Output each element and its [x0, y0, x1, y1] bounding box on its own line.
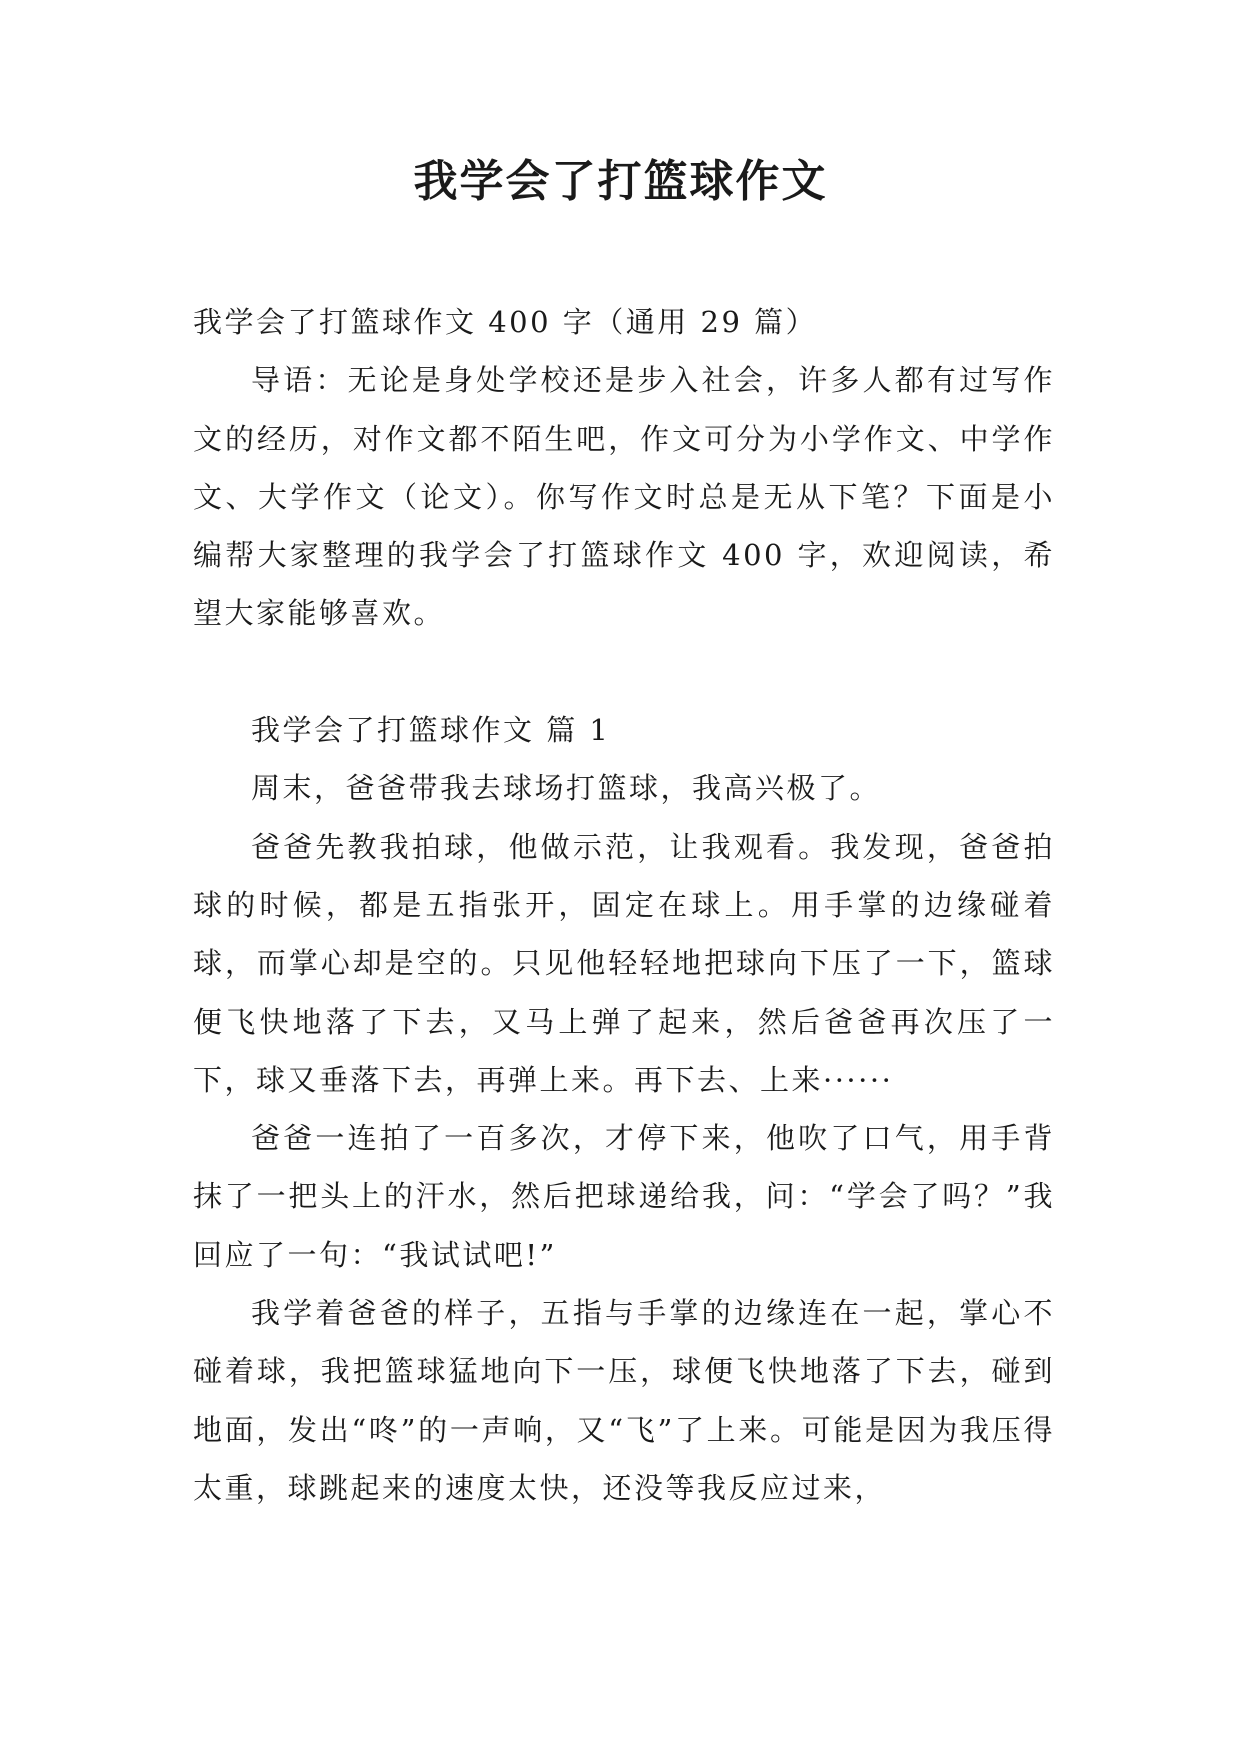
body-paragraph: 周末，爸爸带我去球场打篮球，我高兴极了。 [251, 771, 882, 806]
body-paragraph: 爸爸一连拍了一百多次，才停下来，他吹了口气，用手背抹了一把头上的汗水，然后把球递给我，问：“学会了吗？”我回应了一句：“我试试吧!” [193, 1121, 1055, 1272]
body-paragraph: 爸爸先教我拍球，他做示范，让我观看。我发现，爸爸拍球的时候，都是五指张开，固定在球上。用手掌的边缘碰着球，而掌心却是空的。只见他轻轻地把球向下压了一下，篮球便飞快地落了下去，又马上弹了起来，然后爸爸再次压了一下，球又垂落下去，再弹上来。再下去、上来······ [193, 829, 1055, 1097]
section-heading: 我学会了打篮球作文 篇 1 [251, 713, 611, 748]
document-title: 我学会了打篮球作文 [413, 156, 828, 207]
intro-paragraph: 导语：无论是身处学校还是步入社会，许多人都有过写作文的经历，对作文都不陌生吧，作文可分为小学作文、中学作文、大学作文（论文）。你写作文时总是无从下笔？下面是小编帮大家整理的我学会了打篮球作文 400 字，欢迎阅读，希望大家能够喜欢。 [193, 363, 1055, 631]
document-subtitle: 我学会了打篮球作文 400 字（通用 29 篇） [193, 305, 818, 339]
body-paragraph: 我学着爸爸的样子，五指与手掌的边缘连在一起，掌心不碰着球，我把篮球猛地向下一压，球便飞快地落了下去，碰到地面，发出“咚”的一声响，又“飞”了上来。可能是因为我压得太重，球跳起来的速度太快，还没等我反应过来， [193, 1296, 1055, 1505]
document-body [193, 293, 1055, 1517]
